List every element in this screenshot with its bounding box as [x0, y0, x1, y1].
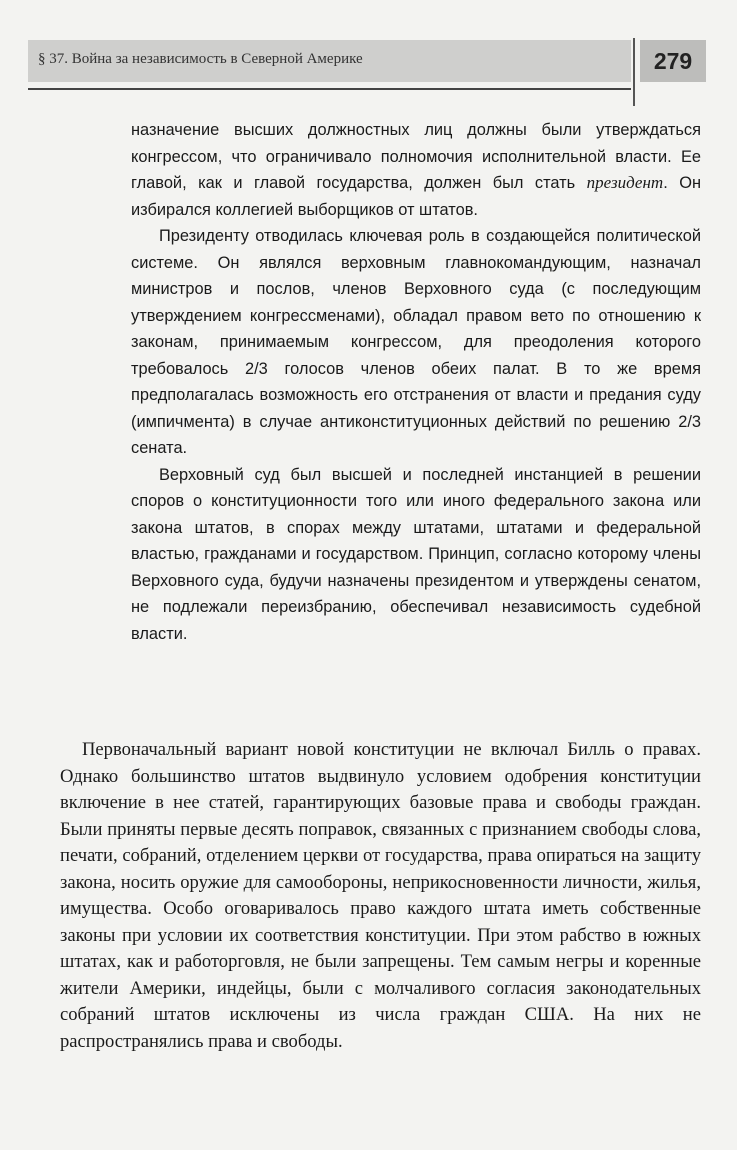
page-number: 279	[653, 48, 693, 74]
main-text-block	[60, 737, 701, 1055]
paragraph-text: назначение высших должностных лиц должны были утверждаться конгрессом, что ограничивало полномочия исполнительной власти. Ее главой, как и главой государства, должен был стать	[131, 121, 701, 192]
page-number-divider	[633, 38, 635, 106]
paragraph: Президенту отводилась ключевая роль в создающейся политической системе. Он являлся верховным главнокомандующим, назначал министров и послов, членов Верховного суда (с последующим утверждением конгрессменами), обладал правом вето по отношению к законам, принимаемым конгрессом, для преодоления которого требовалось 2/3 голосов членов обеих палат. В то же время предполагалась возможность его отстранения от власти и предания суду (импичмента) в случае антиконституционных действий по решению 2/3 сената.	[131, 227, 701, 457]
paragraph: Первоначальный вариант новой конституции не включал Билль о правах. Однако большинство штатов выдвинуло условием одобрения конституции включение в нее статей, гарантирующих базовые права и свободы граждан. Были приняты первые десять поправок, связанных с признанием свободы слова, печати, собраний, отделением церкви от государства, права опираться на защиту закона, носить оружие для самообороны, неприкосновенности личности, жилья, имущества. Особо оговаривалось право каждого штата иметь собственные законы при условии их соответствия конституции. При этом рабство в южных штатах, как и работорговля, не были запрещены. Тем самым негры и коренные жители Америки, индейцы, были с молчаливого согласия законодательных собраний штатов исключены из числа граждан США. На них не распространялись права и свободы.	[60, 739, 701, 1052]
paragraph-text: . Он избирался коллегией выборщиков от штатов.	[131, 174, 701, 219]
header-divider	[28, 88, 631, 90]
paragraph: Верховный суд был высшей и последней инстанцией в решении споров о конституционности того или иного федерального закона или закона штатов, в спорах между штатами, штатами и федеральной властью, гражданами и государством. Принцип, согласно которому члены Верховного суда, будучи назначены президентом и утверждены сенатом, не подлежали переизбранию, обеспечивал независимость судебной власти.	[131, 465, 701, 643]
emphasized-term: президент	[586, 173, 664, 192]
paragraph	[131, 117, 701, 223]
boxed-text-block	[131, 117, 701, 647]
running-header-title: § 37. Война за независимость в Северной Америке	[38, 51, 363, 67]
